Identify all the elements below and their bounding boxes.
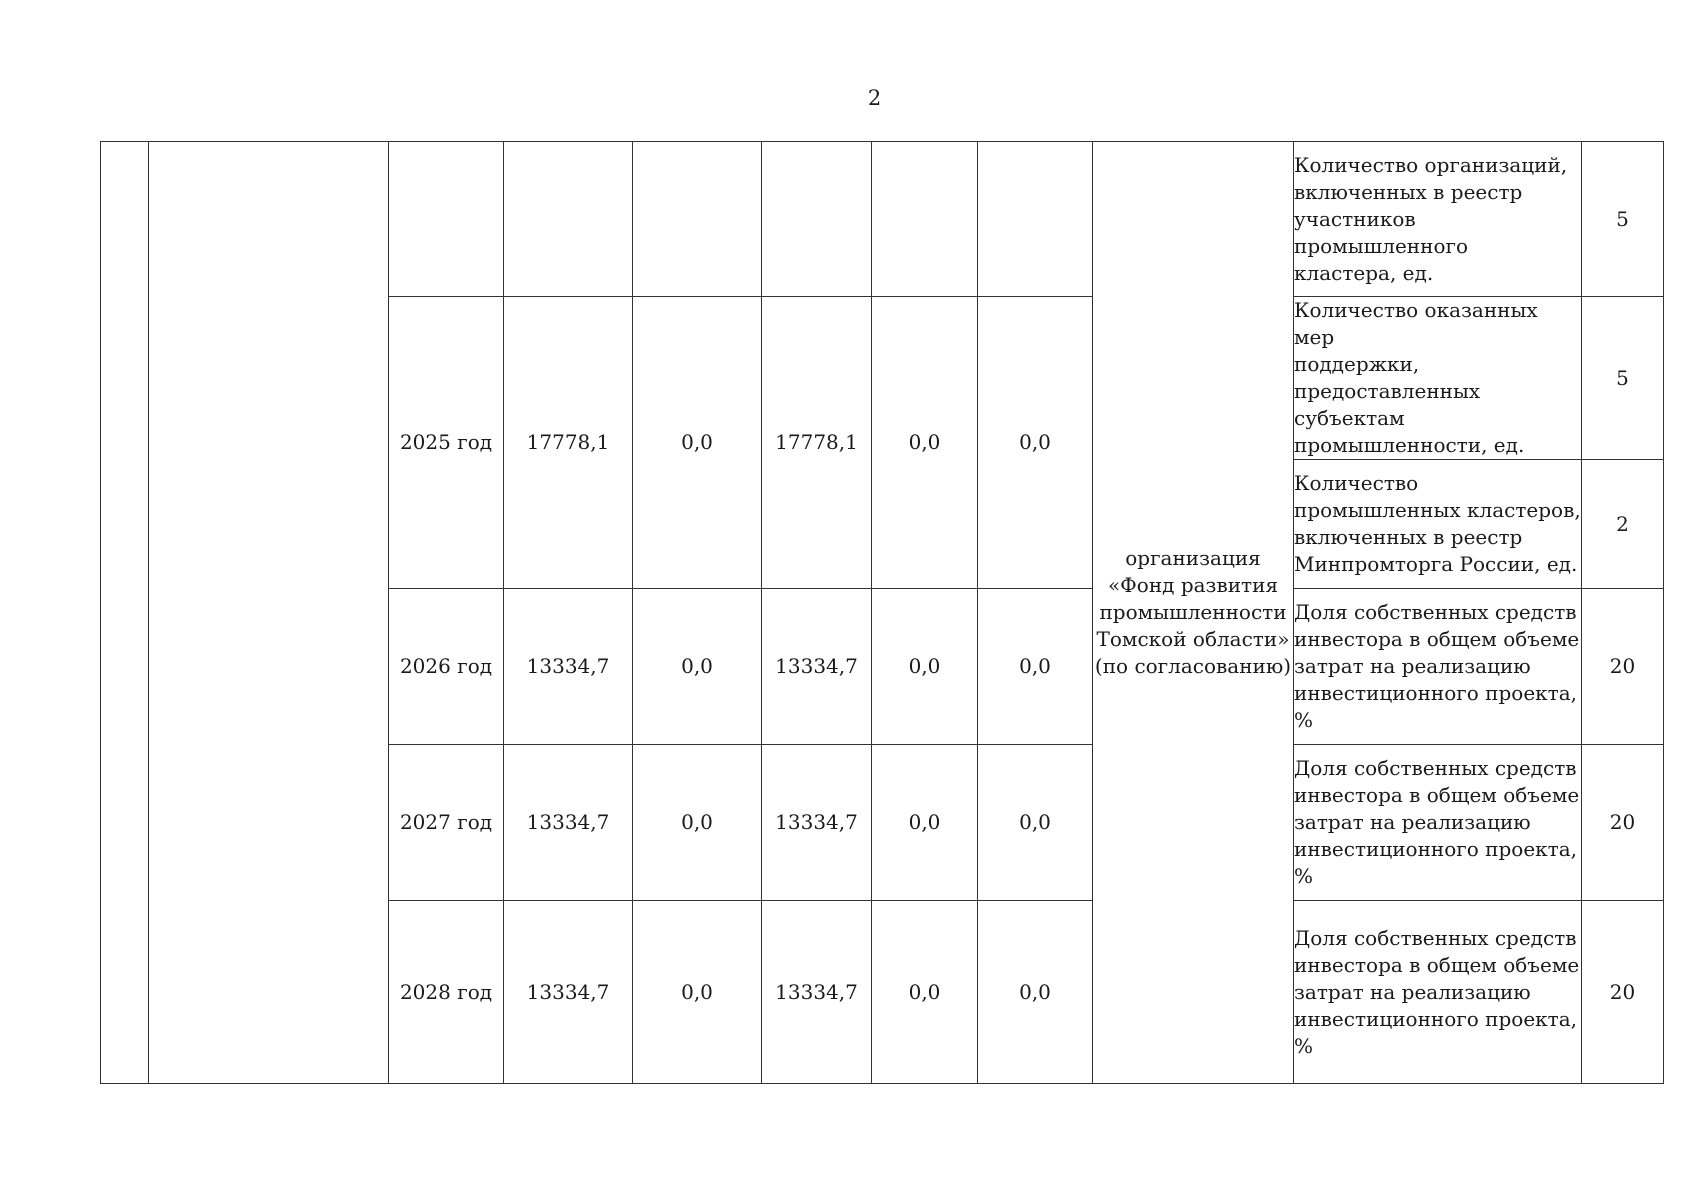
empty-cell (872, 142, 978, 297)
finance-cell: 0,0 (978, 589, 1093, 745)
year-cell: 2027 год (389, 745, 504, 901)
empty-cell (633, 142, 762, 297)
finance-cell: 0,0 (872, 745, 978, 901)
finance-cell: 0,0 (633, 589, 762, 745)
finance-cell: 0,0 (872, 589, 978, 745)
indicator-name-cell: Количество оказанных мер поддержки, предоставленных субъектам промышленности, ед. (1294, 297, 1582, 460)
indicator-value-cell: 2 (1582, 460, 1664, 589)
page-number: 2 (867, 86, 882, 110)
finance-cell: 0,0 (978, 745, 1093, 901)
indicator-name-cell: Количество организаций, включенных в реестр участников промышленного кластера, ед. (1294, 142, 1582, 297)
total-cell: 13334,7 (504, 745, 633, 901)
finance-cell: 0,0 (978, 901, 1093, 1084)
indicator-name-cell: Доля собственных средств инвестора в общем объеме затрат на реализацию инвестиционного проекта, % (1294, 745, 1582, 901)
empty-cell (389, 142, 504, 297)
total-cell: 13334,7 (504, 589, 633, 745)
event-name-cell (149, 142, 389, 1084)
indicator-value-cell: 20 (1582, 901, 1664, 1084)
finance-cell: 0,0 (633, 297, 762, 589)
indicator-value-cell: 5 (1582, 297, 1664, 460)
indicator-name-cell: Доля собственных средств инвестора в общем объеме затрат на реализацию инвестиционного проекта, % (1294, 589, 1582, 745)
table-row (101, 142, 1664, 297)
responsible-organization-cell: организация «Фонд развития промышленности Томской области» (по согласованию) (1093, 142, 1294, 1084)
total-cell: 17778,1 (504, 297, 633, 589)
indicator-value-cell: 20 (1582, 745, 1664, 901)
finance-cell: 17778,1 (762, 297, 872, 589)
indicator-name-cell: Количество промышленных кластеров, включенных в реестр Минпромторга России, ед. (1294, 460, 1582, 589)
finance-cell: 13334,7 (762, 745, 872, 901)
empty-cell (978, 142, 1093, 297)
finance-cell: 0,0 (872, 297, 978, 589)
year-cell: 2025 год (389, 297, 504, 589)
finance-cell: 13334,7 (762, 589, 872, 745)
empty-cell (504, 142, 633, 297)
indicator-value-cell: 20 (1582, 589, 1664, 745)
finance-cell: 13334,7 (762, 901, 872, 1084)
finance-cell: 0,0 (872, 901, 978, 1084)
indicator-name-cell: Доля собственных средств инвестора в общем объеме затрат на реализацию инвестиционного проекта, % (1294, 901, 1582, 1084)
index-cell (101, 142, 149, 1084)
year-cell: 2026 год (389, 589, 504, 745)
finance-cell: 0,0 (633, 745, 762, 901)
finance-cell: 0,0 (633, 901, 762, 1084)
empty-cell (762, 142, 872, 297)
total-cell: 13334,7 (504, 901, 633, 1084)
program-table (100, 141, 1664, 1084)
finance-cell: 0,0 (978, 297, 1093, 589)
indicator-value-cell: 5 (1582, 142, 1664, 297)
year-cell: 2028 год (389, 901, 504, 1084)
